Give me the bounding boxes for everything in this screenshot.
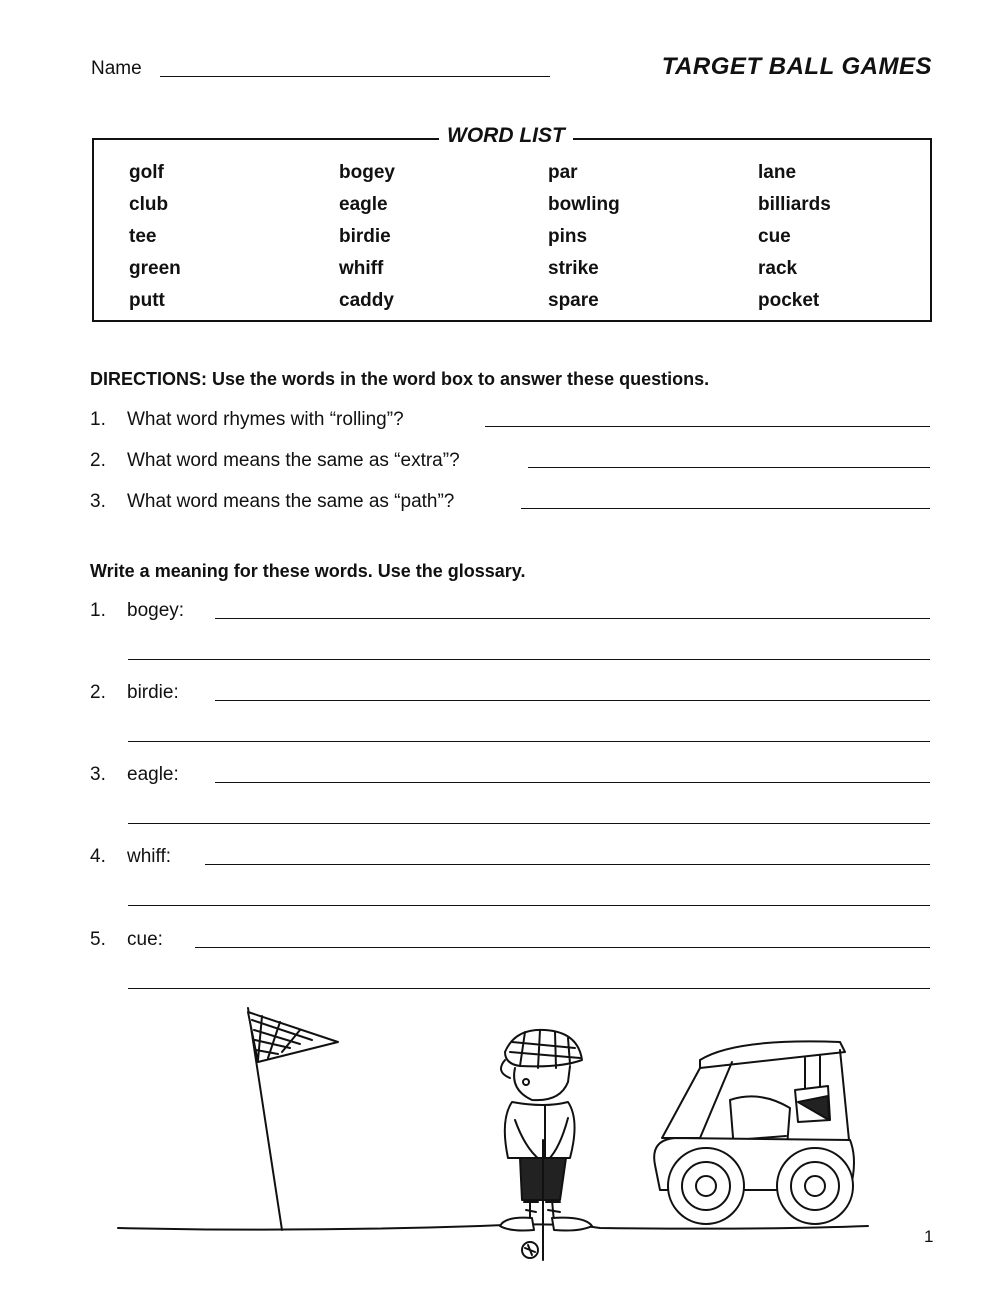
answer-line[interactable]	[128, 823, 930, 824]
answer-line[interactable]	[521, 508, 930, 509]
word-list-item: rack	[758, 258, 798, 279]
meaning-item-birdie	[90, 682, 930, 746]
word-list-title: WORD LIST	[439, 124, 573, 148]
word-list-item: par	[548, 162, 578, 183]
word-list-item: bowling	[548, 194, 620, 215]
meaning-item-bogey	[90, 600, 930, 664]
word-list-item: eagle	[339, 194, 388, 215]
word-list-item: whiff	[339, 258, 384, 279]
word-list-item: club	[129, 194, 169, 215]
answer-line[interactable]	[128, 988, 930, 989]
word-list-box	[92, 124, 932, 322]
word-list-item: pocket	[758, 290, 820, 311]
answer-line[interactable]	[128, 659, 930, 660]
word-list-item: caddy	[339, 290, 394, 311]
question-number: 3.	[90, 491, 106, 512]
golfer-figure	[500, 1030, 592, 1260]
question-1	[90, 409, 930, 433]
wheel-icon	[777, 1148, 853, 1224]
golf-cart-illustration	[654, 1041, 854, 1224]
word-list-item: tee	[129, 226, 157, 247]
question-2	[90, 450, 930, 474]
word-list-item: lane	[758, 162, 797, 183]
answer-line[interactable]	[128, 741, 930, 742]
answer-line[interactable]	[215, 618, 930, 619]
item-number: 5.	[90, 929, 106, 950]
answer-line[interactable]	[215, 782, 930, 783]
wheel-icon	[668, 1148, 744, 1224]
question-number: 2.	[90, 450, 106, 471]
flag-icon	[248, 1012, 338, 1062]
glossary-instruction: Write a meaning for these words. Use the glossary.	[90, 561, 526, 581]
answer-line[interactable]	[205, 864, 930, 865]
ground-line	[118, 1224, 868, 1229]
answer-line[interactable]	[195, 947, 930, 948]
word-list-item: spare	[548, 290, 599, 311]
answer-line[interactable]	[128, 905, 930, 906]
word-list-item: cue	[758, 226, 791, 247]
word-list-item: putt	[129, 290, 165, 311]
answer-line[interactable]	[485, 426, 930, 427]
item-number: 2.	[90, 682, 106, 703]
item-number: 4.	[90, 846, 106, 867]
word-list-item: strike	[548, 258, 599, 279]
question-text: What word rhymes with “rolling”?	[127, 409, 404, 430]
golf-scene-illustration	[0, 990, 1000, 1280]
answer-line[interactable]	[215, 700, 930, 701]
word-list-item: golf	[129, 162, 164, 183]
item-number: 1.	[90, 600, 106, 621]
word-list-item: bogey	[339, 162, 395, 183]
word-list-item: pins	[548, 226, 588, 247]
question-number: 1.	[90, 409, 106, 430]
answer-line[interactable]	[528, 467, 930, 468]
word-list-item: green	[129, 258, 181, 279]
item-number: 3.	[90, 764, 106, 785]
question-text: What word means the same as “extra”?	[127, 450, 460, 471]
item-word: eagle:	[127, 764, 179, 785]
item-word: birdie:	[127, 682, 179, 703]
meaning-item-eagle	[90, 764, 930, 828]
question-3	[90, 491, 930, 515]
page-title: TARGET BALL GAMES	[661, 53, 932, 80]
meaning-item-whiff	[90, 846, 930, 910]
question-text: What word means the same as “path”?	[127, 491, 455, 512]
item-word: cue:	[127, 929, 163, 950]
item-word: bogey:	[127, 600, 185, 621]
name-label: Name	[91, 58, 142, 79]
name-field[interactable]	[160, 76, 550, 77]
word-list-item: billiards	[758, 194, 831, 215]
directions-text: DIRECTIONS: Use the words in the word box to answer these questions.	[90, 369, 710, 389]
word-list-item: birdie	[339, 226, 391, 247]
meaning-item-cue	[90, 929, 930, 993]
item-word: whiff:	[127, 846, 172, 867]
page-number: 1	[924, 1227, 934, 1246]
